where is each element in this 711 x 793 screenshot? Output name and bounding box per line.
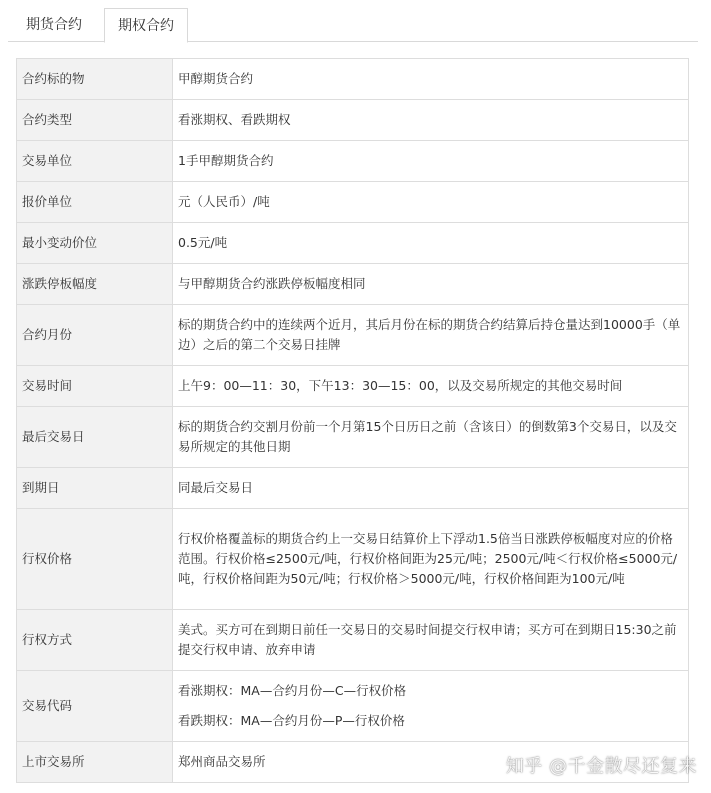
table-row <box>17 407 689 468</box>
table-row <box>17 468 689 509</box>
table-row <box>17 610 689 671</box>
row-label: 交易单位 <box>17 141 173 182</box>
table-row <box>17 100 689 141</box>
row-label: 行权价格 <box>17 509 173 610</box>
row-label: 涨跌停板幅度 <box>17 264 173 305</box>
table-row <box>17 59 689 100</box>
row-value: 上午9：00—11：30，下午13：30—15：00，以及交易所规定的其他交易时间 <box>173 366 689 407</box>
row-label: 交易代码 <box>17 671 173 742</box>
row-label: 到期日 <box>17 468 173 509</box>
table-row <box>17 366 689 407</box>
row-value: 甲醇期货合约 <box>173 59 689 100</box>
table-row <box>17 223 689 264</box>
table-row <box>17 671 689 742</box>
contract-spec-table <box>16 58 689 783</box>
row-value: 标的期货合约中的连续两个近月，其后月份在标的期货合约结算后持仓量达到10000手（单边）之后的第二个交易日挂牌 <box>173 305 689 366</box>
tab-bar <box>8 8 698 42</box>
row-label: 合约标的物 <box>17 59 173 100</box>
row-label: 上市交易所 <box>17 742 173 783</box>
row-value: 元（人民币）/吨 <box>173 182 689 223</box>
table-row <box>17 141 689 182</box>
call-option-code: 看涨期权：MA—合约月份—C—行权价格 <box>178 683 407 698</box>
row-value: 标的期货合约交割月份前一个月第15个日历日之前（含该日）的倒数第3个交易日，以及交易所规定的其他日期 <box>173 407 689 468</box>
watermark: 知乎 @千金散尽还复来 <box>505 756 697 777</box>
row-value: 看涨期权、看跌期权 <box>173 100 689 141</box>
table-row <box>17 182 689 223</box>
tab-futures-contract[interactable]: 期货合约 <box>26 17 82 33</box>
row-label: 交易时间 <box>17 366 173 407</box>
table-row <box>17 509 689 610</box>
row-label: 最小变动价位 <box>17 223 173 264</box>
row-label: 报价单位 <box>17 182 173 223</box>
table-row <box>17 264 689 305</box>
row-label: 合约类型 <box>17 100 173 141</box>
row-label: 合约月份 <box>17 305 173 366</box>
row-value: 0.5元/吨 <box>173 223 689 264</box>
put-option-code: 看跌期权：MA—合约月份—P—行权价格 <box>178 713 405 728</box>
row-value: 美式。买方可在到期日前任一交易日的交易时间提交行权申请；买方可在到期日15:30之前提交行权申请、放弃申请 <box>173 610 689 671</box>
row-value: 1手甲醇期货合约 <box>173 141 689 182</box>
row-label: 最后交易日 <box>17 407 173 468</box>
row-value: 同最后交易日 <box>173 468 689 509</box>
row-value <box>173 671 689 742</box>
table-row <box>17 305 689 366</box>
row-label: 行权方式 <box>17 610 173 671</box>
row-value: 行权价格覆盖标的期货合约上一交易日结算价上下浮动1.5倍当日涨跌停板幅度对应的价格范围。行权价格≤2500元/吨，行权价格间距为25元/吨；2500元/吨＜行权价格≤5000元/吨，行权价格间距为50元/吨；行权价格＞5000元/吨，行权价格间距为100元/吨 <box>173 509 689 610</box>
row-value: 与甲醇期货合约涨跌停板幅度相同 <box>173 264 689 305</box>
tab-options-contract[interactable]: 期权合约 <box>104 8 188 43</box>
row-value: 郑州商品交易所 <box>173 742 689 783</box>
